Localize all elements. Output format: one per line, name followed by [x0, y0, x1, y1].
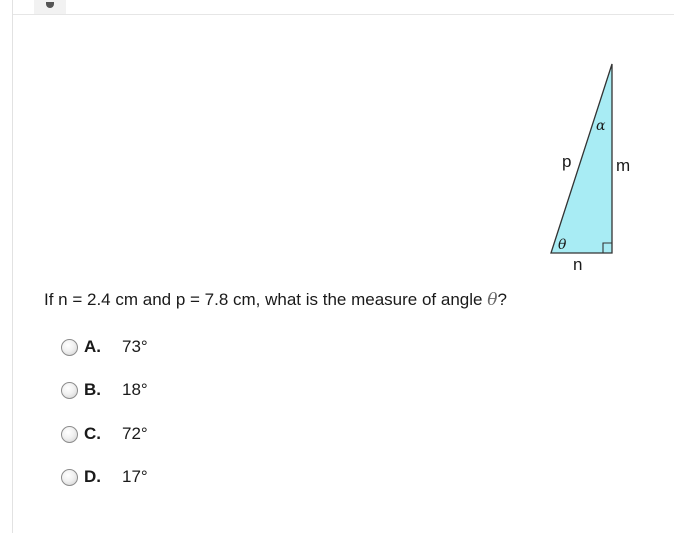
left-divider	[12, 0, 13, 533]
choice-a-letter: A.	[84, 337, 101, 356]
choice-d-radio[interactable]	[61, 469, 78, 486]
triangle-shape	[551, 64, 612, 253]
question-number-tab	[34, 0, 66, 15]
choice-d[interactable]	[61, 465, 148, 489]
question-theta-symbol: θ	[487, 290, 498, 310]
choice-b-letter: B.	[84, 380, 101, 399]
angle-label-theta: θ	[558, 237, 567, 253]
choice-b[interactable]	[61, 378, 148, 402]
choice-c[interactable]	[61, 422, 148, 446]
choice-b-value: 18°	[122, 380, 148, 399]
choice-d-value: 17°	[122, 467, 148, 486]
choice-c-value: 72°	[122, 424, 148, 443]
choice-d-letter: D.	[84, 467, 101, 486]
question-text-before: If n = 2.4 cm and p = 7.8 cm, what is the measure of angle	[44, 290, 488, 309]
choice-a-radio[interactable]	[61, 339, 78, 356]
side-label-m: m	[616, 156, 631, 175]
side-label-p: p	[562, 152, 572, 171]
choice-c-letter: C.	[84, 424, 101, 443]
question-number-mark	[46, 2, 54, 8]
question-header-bar	[13, 0, 674, 15]
question-text-after: ?	[497, 290, 507, 309]
choice-c-radio[interactable]	[61, 426, 78, 443]
right-triangle-figure	[540, 60, 640, 275]
choice-a-value: 73°	[122, 337, 148, 356]
angle-label-alpha: α	[596, 118, 606, 134]
question-prompt	[44, 290, 507, 310]
side-label-n: n	[573, 255, 583, 274]
choice-a[interactable]	[61, 335, 148, 359]
choice-b-radio[interactable]	[61, 382, 78, 399]
